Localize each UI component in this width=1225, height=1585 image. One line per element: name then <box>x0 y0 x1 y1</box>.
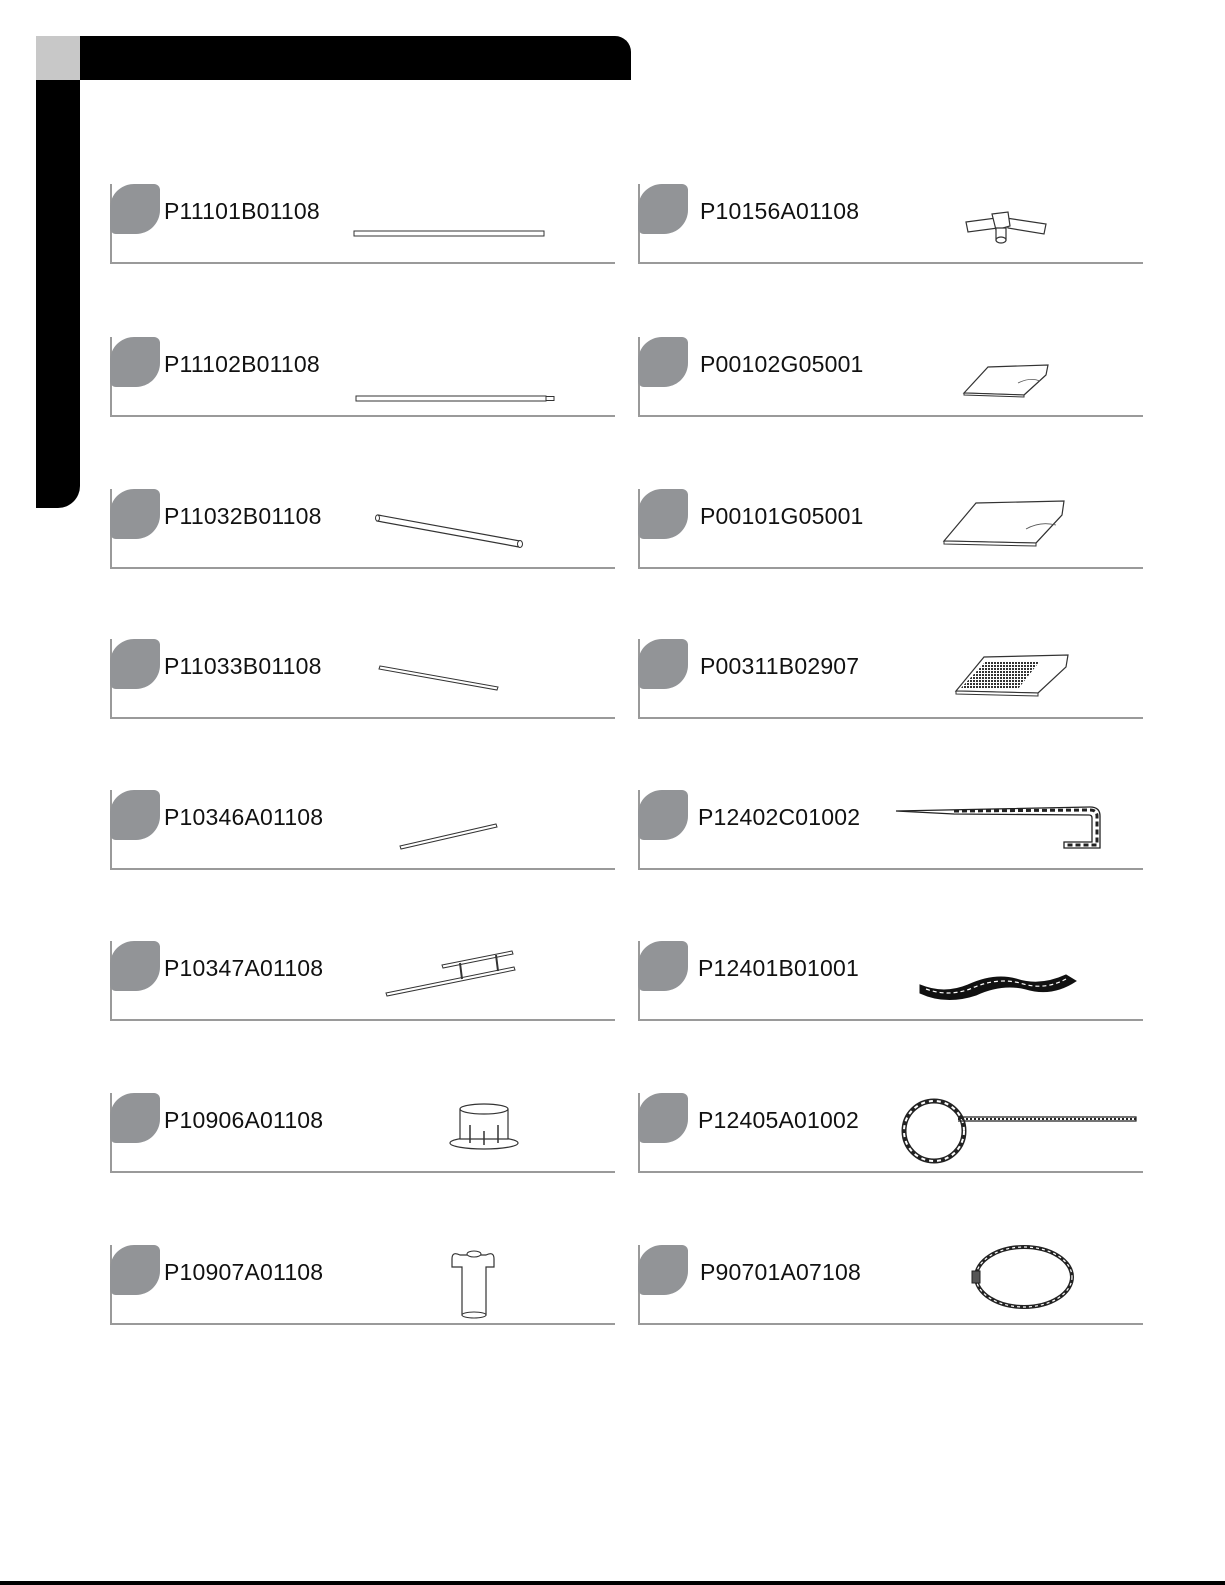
folded-cover-large-icon <box>940 499 1070 549</box>
long-bar-with-tip-icon <box>354 393 559 405</box>
side-bar <box>36 80 80 508</box>
part-code: P10346A01108 <box>164 804 324 830</box>
part-badge <box>110 489 160 539</box>
part-item <box>110 489 615 569</box>
part-item <box>638 790 1143 870</box>
part-item <box>110 337 615 417</box>
t-connector-icon <box>448 1245 498 1320</box>
part-item <box>638 337 1143 417</box>
part-code: P10347A01108 <box>164 955 324 981</box>
part-item <box>110 184 615 264</box>
part-badge <box>110 1093 160 1143</box>
angled-tube-icon <box>374 511 529 551</box>
thin-rod-icon <box>398 822 500 852</box>
part-badge <box>110 639 160 689</box>
three-way-connector-icon <box>962 206 1052 246</box>
part-code: P11102B01108 <box>164 351 320 377</box>
part-badge <box>638 1245 688 1295</box>
footer-rule <box>0 1581 1225 1585</box>
part-code: P10906A01108 <box>164 1107 324 1133</box>
part-badge <box>638 1093 688 1143</box>
part-item <box>638 1245 1143 1325</box>
part-item <box>638 1093 1143 1173</box>
part-code: P10156A01108 <box>700 198 860 224</box>
part-item <box>110 790 615 870</box>
part-code: P12402C01002 <box>698 804 861 830</box>
part-badge <box>110 1245 160 1295</box>
loop-spring-icon <box>900 1097 1140 1167</box>
part-item <box>638 184 1143 264</box>
part-item <box>638 489 1143 569</box>
part-badge <box>638 184 688 234</box>
header-tab-accent <box>36 36 80 80</box>
part-code: P10907A01108 <box>164 1259 324 1285</box>
part-badge <box>638 337 688 387</box>
part-item <box>110 639 615 719</box>
bungee-ring-icon <box>970 1245 1080 1315</box>
part-code: P12401B01001 <box>698 955 859 981</box>
leg-base-cap-icon <box>444 1101 524 1151</box>
part-code: P11033B01108 <box>164 653 322 679</box>
mesh-net-icon <box>952 653 1072 699</box>
part-code: P00101G05001 <box>700 503 864 529</box>
part-code: P00311B02907 <box>700 653 860 679</box>
part-badge <box>638 790 688 840</box>
j-hook-stake-icon <box>894 804 1104 854</box>
part-code: P12405A01002 <box>698 1107 859 1133</box>
part-code: P90701A07108 <box>700 1259 861 1285</box>
part-item <box>638 639 1143 719</box>
part-item <box>638 941 1143 1021</box>
part-item <box>110 1093 615 1173</box>
wavy-cord-icon <box>916 965 1086 1005</box>
part-item <box>110 1245 615 1325</box>
part-badge <box>110 337 160 387</box>
part-badge <box>638 489 688 539</box>
part-item <box>110 941 615 1021</box>
part-badge <box>110 941 160 991</box>
header-bar <box>80 36 631 80</box>
folded-cover-small-icon <box>960 361 1055 401</box>
long-bar-icon <box>352 228 552 240</box>
part-badge <box>110 790 160 840</box>
part-code: P11101B01108 <box>164 198 320 224</box>
part-badge <box>110 184 160 234</box>
part-code: P11032B01108 <box>164 503 322 529</box>
part-badge <box>638 941 688 991</box>
part-badge <box>638 639 688 689</box>
part-code: P00102G05001 <box>700 351 864 377</box>
rod-with-brackets-icon <box>384 949 524 999</box>
thin-tube-icon <box>378 663 503 693</box>
